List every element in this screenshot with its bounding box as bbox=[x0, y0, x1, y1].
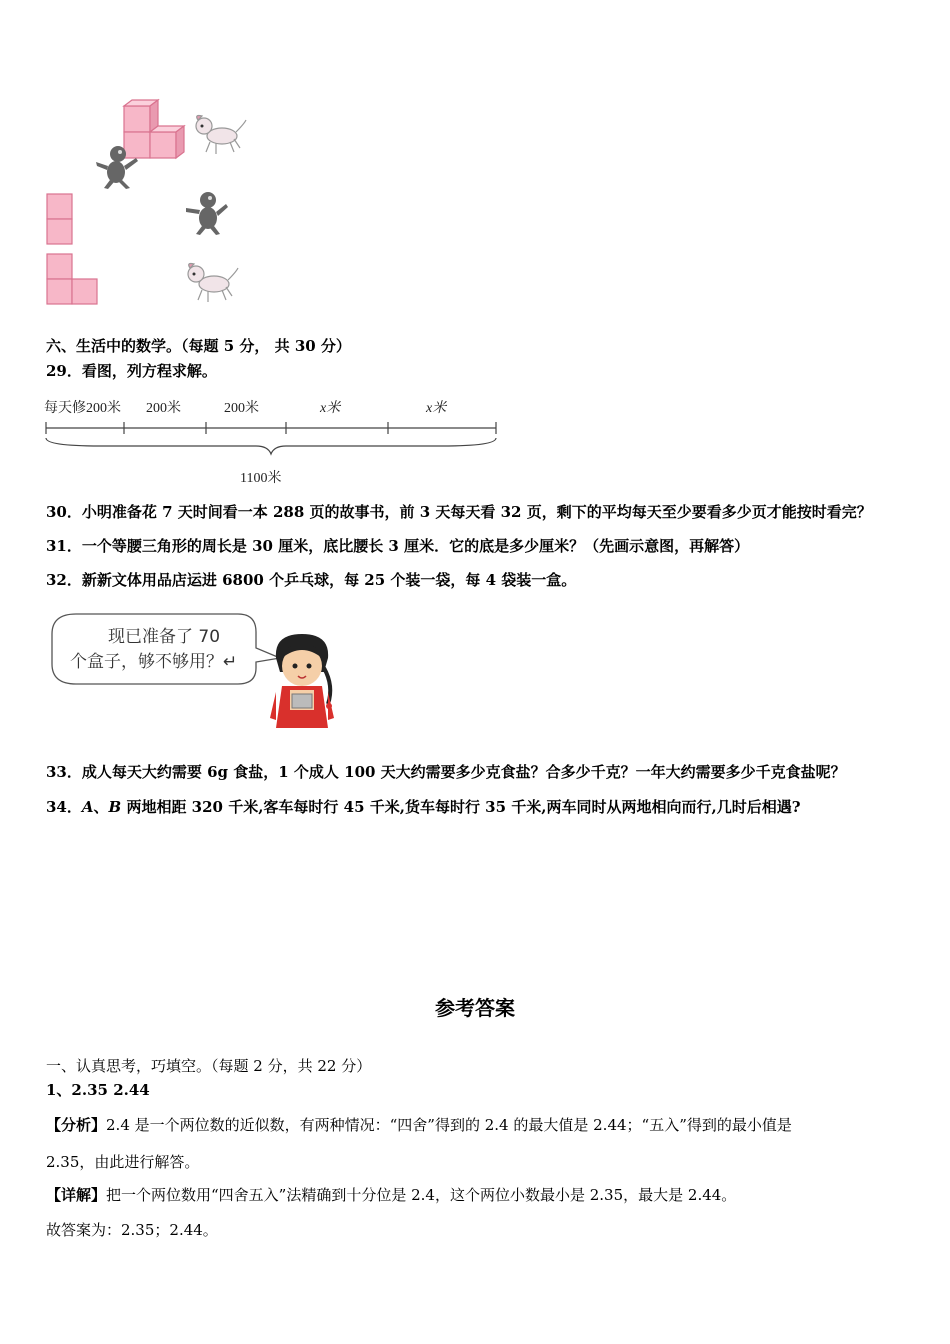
segment-label: 200米 bbox=[146, 401, 181, 416]
point-b: B bbox=[108, 798, 122, 816]
point-a: A bbox=[81, 798, 94, 816]
bubble-line-2: 个盒子，够不够用？↵ bbox=[70, 652, 238, 672]
total-label: 1100米 bbox=[240, 471, 282, 486]
dog-icon bbox=[182, 262, 240, 306]
question-33: 33．成人每天大约需要 6g 食盐，1 个成人 100 天大约需要多少克食盐？合多少千克？一年大约需要多少千克食盐呢？ bbox=[46, 763, 846, 781]
separator: 、 bbox=[93, 798, 109, 816]
segment-label: 200米 bbox=[224, 401, 259, 416]
monkey-icon bbox=[186, 192, 228, 235]
view-left bbox=[47, 194, 72, 244]
segment-label: 每天修200米 bbox=[44, 401, 121, 416]
dog-icon bbox=[190, 112, 248, 156]
question-31: 31．一个等腰三角形的周长是 30 厘米，底比腰长 3 厘米．它的底是多少厘米？（先画示意图，再解答） bbox=[46, 537, 750, 555]
question-34-text: 两地相距 320 千米,客车每时行 45 千米,货车每时行 35 千米,两车同时从两地相向而行,几时后相遇? bbox=[121, 798, 801, 816]
cube-stack-3d bbox=[124, 100, 184, 158]
segment-label: x米 bbox=[320, 401, 341, 416]
detail-line bbox=[46, 1185, 736, 1205]
question-34-number: 34． bbox=[46, 798, 82, 816]
segment-label: x米 bbox=[426, 401, 447, 416]
question-29: 29．看图，列方程求解。 bbox=[46, 362, 217, 380]
detail-tag: 【详解】 bbox=[46, 1186, 107, 1204]
answers-title: 参考答案 bbox=[435, 996, 515, 1020]
final-answer: 故答案为：2.35；2.44。 bbox=[46, 1221, 218, 1239]
view-front bbox=[47, 254, 97, 304]
segment-bar bbox=[40, 418, 502, 458]
detail-text: 把一个两位数用“四舍五入”法精确到十分位是 2.4，这个两位小数最小是 2.35，最大是 2.44。 bbox=[106, 1186, 737, 1204]
bubble-line-1: 现已准备了 70 bbox=[108, 627, 221, 647]
analysis-line-1 bbox=[46, 1115, 792, 1135]
question-32: 32．新新文体用品店运进 6800 个乒乓球，每 25 个装一袋，每 4 袋装一盒。 bbox=[46, 571, 577, 589]
analysis-line-2: 2.35，由此进行解答。 bbox=[46, 1153, 200, 1171]
section-heading: 六、生活中的数学。（每题 5 分， 共 30 分） bbox=[46, 337, 351, 355]
question-34 bbox=[46, 797, 801, 817]
answer-1: 1、2.35 2.44 bbox=[46, 1081, 150, 1099]
question-30: 30．小明准备花 7 天时间看一本 288 页的故事书，前 3 天每天看 32 页，剩下的平均每天至少要看多少页才能按时看完？ bbox=[46, 503, 872, 521]
analysis-tag: 【分析】 bbox=[46, 1116, 107, 1134]
girl-illustration bbox=[262, 628, 344, 732]
answers-section-1: 一、认真思考，巧填空。（每题 2 分，共 22 分） bbox=[46, 1057, 372, 1075]
analysis-text: 2.4 是一个两位数的近似数，有两种情况：“四舍”得到的 2.4 的最大值是 2.44；“五入”得到的最小值是 bbox=[106, 1116, 792, 1134]
